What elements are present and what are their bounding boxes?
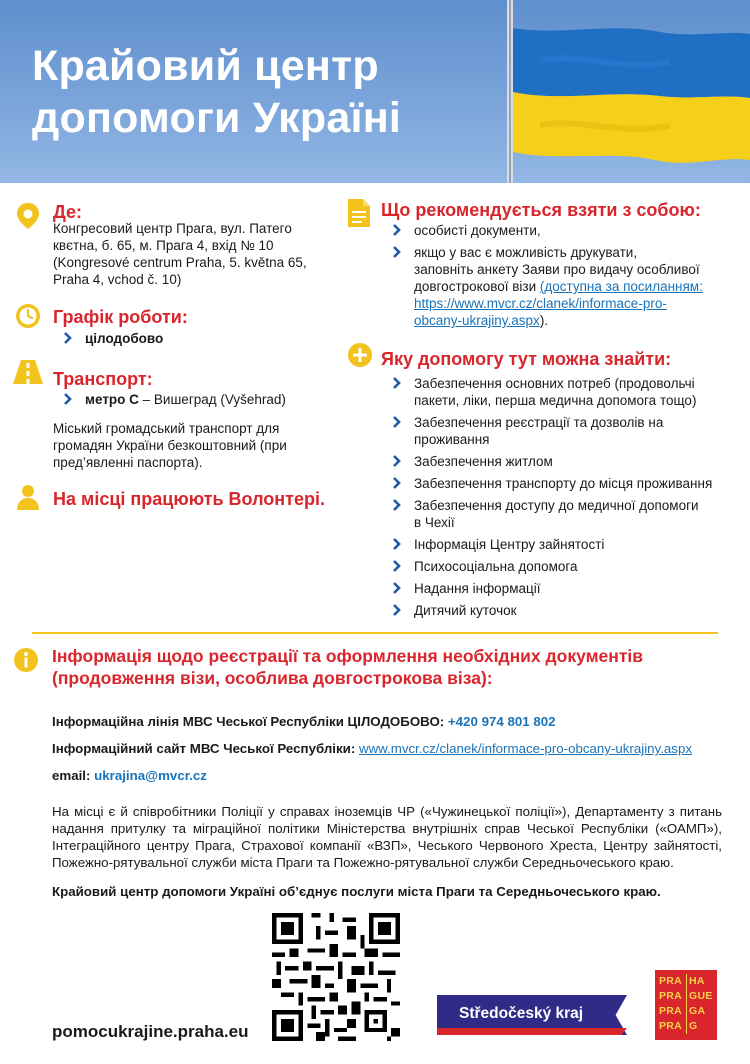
list-item: цілодобово [61,330,163,347]
list-item: Забезпечення житлом [390,453,730,470]
list-item: Психосоціальна допомога [390,558,730,575]
list-item: особисті документи, [390,222,730,239]
list-item: Забезпечення доступу до медичної допомоги в Чехії [390,497,730,531]
visa-form-link-url[interactable]: https://www.mvcr.cz/clanek/informace-pro- [414,296,667,311]
chevron-right-icon [392,245,402,259]
bring-list [390,222,730,329]
website-footer-link[interactable]: pomocukrajine.praha.eu [52,1022,249,1041]
visa-form-link-url-end[interactable]: obcany-ukrajiny.aspx [414,313,540,328]
chevron-right-icon [392,559,402,573]
location-pin-icon [14,202,42,230]
chevron-right-icon [392,223,402,237]
page-title [32,40,401,144]
address-line: квєтна, б. 65, м. Прага 4, вхід № 10 [53,238,274,253]
bring-title: Що рекомендується взяти з собою: [381,200,701,220]
website-line: Інформаційний сайт МВС Чеської Республіки: www.mvcr.cz/clanek/informace-pro-obcany-ukrajiny.aspx [52,741,692,756]
transport-note: Міський громадський транспорт для громадян України безкоштовний (при пред’явленні паспорта). [53,421,287,470]
stredocesky-kraj-logo: Středočeský kraj [437,995,627,1035]
title-line-2: допомоги Україні [32,94,402,142]
chevron-right-icon [63,392,73,406]
chevron-right-icon [63,331,73,345]
praha-logo: PRA PRA PRA PRA HA GUE GA G [655,970,717,1040]
chevron-right-icon [392,454,402,468]
chevron-right-icon [392,415,402,429]
list-item: Надання інформації [390,580,730,597]
chevron-right-icon [392,498,402,512]
list-item: метро C – Вишеград (Vyšehrad) [61,391,286,408]
qr-code[interactable] [272,913,400,1041]
list-item: Забезпечення реєстрації та дозволів на проживання [390,414,730,448]
summary-text: Крайовий центр допомоги Україні об’єднує послуги міста Праги та Середньочеського краю. [52,884,661,899]
volunteers-title: На місці працюють Волонтері. [53,489,325,509]
title-line-1: Крайовий центр [32,42,379,90]
chevron-right-icon [392,376,402,390]
person-icon [14,483,42,511]
ukraine-flag-icon [480,0,750,183]
hotline-phone-link[interactable]: +420 974 801 802 [447,714,556,729]
address-line: (Kongresové centrum Praha, 5. května 65, [53,255,307,270]
list-item: Дитячий куточок [390,602,730,619]
info-icon [12,646,40,674]
help-list [390,375,730,619]
plus-circle-icon [346,341,374,369]
info-title: Інформація щодо реєстрації та оформлення необхідних документів (продовження візи, особлива довгострокова віза): [52,646,644,688]
road-icon [12,358,44,386]
visa-form-link[interactable]: (доступна за посиланням: [539,279,703,294]
hours-list [61,330,163,347]
mvcr-website-link[interactable]: www.mvcr.cz/clanek/informace-pro-obcany-ukrajiny.aspx [358,741,692,756]
list-item: Забезпечення транспорту до місця проживання [390,475,730,492]
list-item: Забезпечення основних потреб (продовольчі пакети, ліки, перша медична допомога тощо) [390,375,730,409]
chevron-right-icon [392,537,402,551]
chevron-right-icon [392,603,402,617]
email-link[interactable]: ukrajina@mvcr.cz [94,768,207,783]
chevron-right-icon [392,581,402,595]
email-line: email: ukrajina@mvcr.cz [52,768,207,783]
header-banner [0,0,750,183]
hours-title: Графік роботи: [53,307,188,327]
list-item: якщо у вас є можливість друкувати, заповніть анкету Заяви про видачу особливої довгострокової візи (доступна за посиланням: https://www.mvcr.cz/clanek/informace-pro- obcany-ukrajiny.aspx). [390,244,730,329]
address-line: Конгресовий центр Прага, вул. Патего [53,221,292,236]
hotline-line: Інформаційна лінія МВС Чеської Республіки ЦІЛОДОБОВО: +420 974 801 802 [52,714,556,729]
document-icon [346,198,372,228]
help-title: Яку допомогу тут можна знайти: [381,349,672,369]
transport-title: Транспорт: [53,369,153,389]
list-item: Інформація Центру зайнятості [390,536,730,553]
staff-paragraph: На місці є й співробітники Поліції у справах іноземців ЧР («Чужинецької поліції»), Департаменту з питань надання притулку та міграційної політики Міністерства внутрішніх справ Чеської Республіки («ОАМП»), Інтеграційного центру Прага, Страхової компанії «ВЗП», Чеського Червоного Хреста, Центру зайнятості, Пожежно-рятувальної служби міста Праги та Пожежно-рятувальної служби Середньочеського краю. [52,804,722,870]
section-divider [32,632,718,634]
where-title: Де: [53,202,83,222]
address-line: Praha 4, vchod č. 10) [53,272,182,287]
transport-list [61,391,286,408]
clock-icon [14,302,42,330]
chevron-right-icon [392,476,402,490]
where-address [53,220,307,288]
